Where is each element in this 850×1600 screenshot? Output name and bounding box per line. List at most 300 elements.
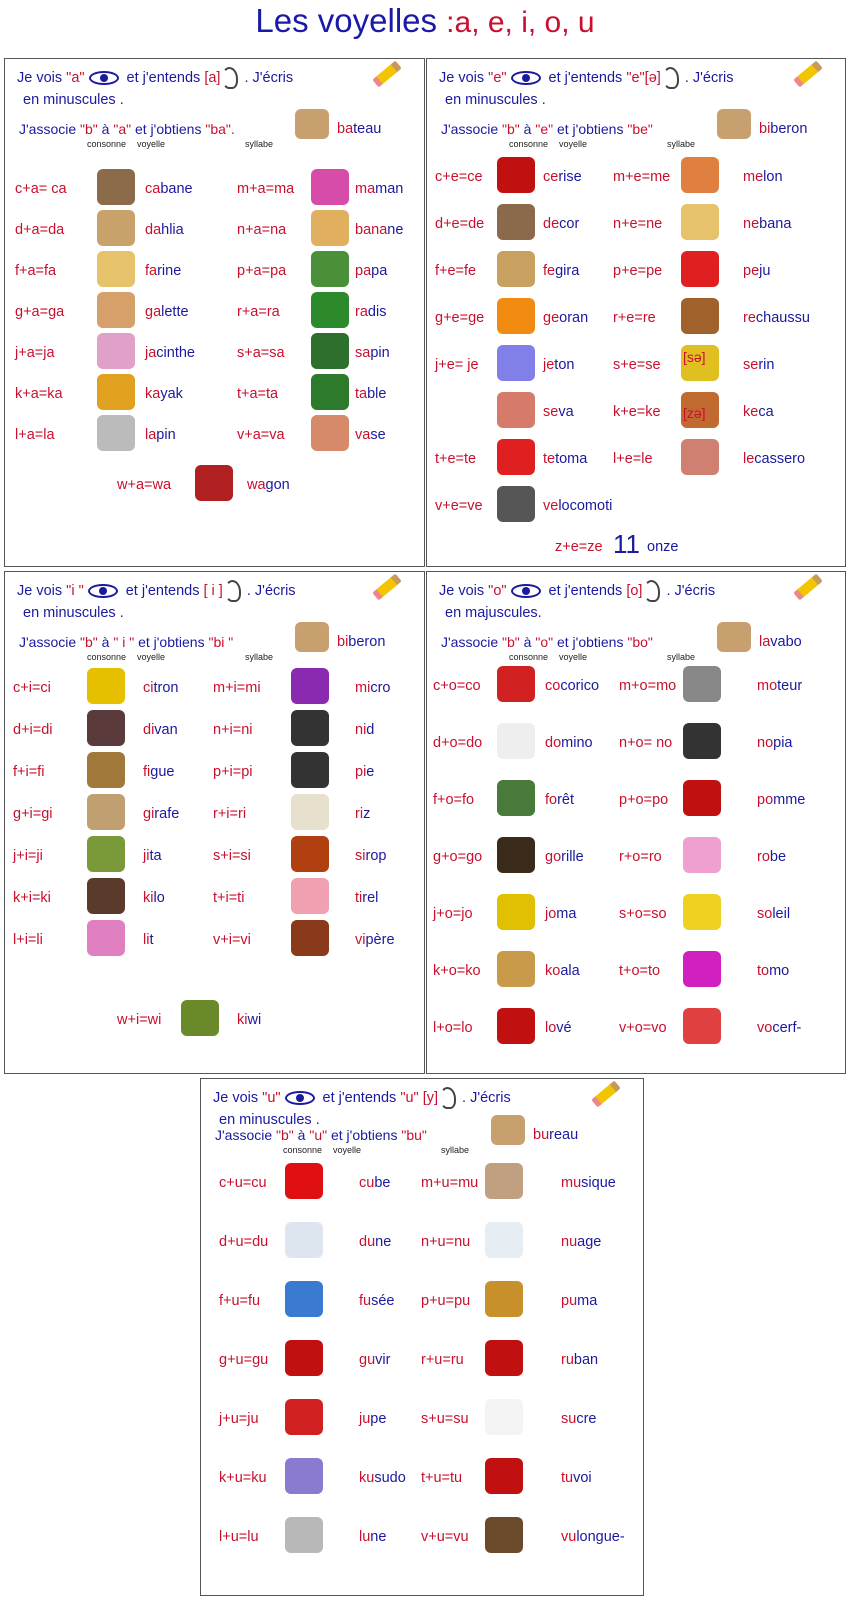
- assoc-vowel: "e": [535, 121, 554, 137]
- syllable-equation: j+a=ja: [15, 345, 55, 361]
- vocabulary-word: [743, 310, 810, 326]
- word-rest: ton: [554, 357, 575, 373]
- syllable-equation: n+i=ni: [213, 722, 253, 738]
- word-syllable: ce: [543, 169, 559, 185]
- word-picture: [285, 1222, 323, 1258]
- word-syllable: ji: [143, 848, 150, 864]
- syllable-equation: p+a=pa: [237, 263, 287, 279]
- assoc-word: [533, 1127, 578, 1143]
- word-syllable: di: [143, 722, 155, 738]
- eye-icon: [88, 584, 118, 598]
- word-picture: [497, 837, 535, 873]
- intro-vowel: "e": [488, 70, 507, 86]
- word-syllable: sa: [355, 345, 371, 361]
- intro-line-2: en minuscules .: [445, 92, 546, 109]
- eye-icon: [511, 584, 541, 598]
- vocabulary-word: onze: [647, 539, 679, 555]
- word-picture: [497, 723, 535, 759]
- syllable-equation: c+a= ca: [15, 181, 67, 197]
- word-syllable: la: [145, 427, 157, 443]
- intro-sound: "u" [y]: [400, 1090, 439, 1106]
- word-picture: [485, 1163, 523, 1199]
- word-picture: [497, 894, 535, 930]
- vocabulary-word: [145, 386, 183, 402]
- syllable-equation: k+i=ki: [13, 890, 51, 906]
- word-rest: se: [370, 427, 386, 443]
- word-picture: [681, 157, 719, 193]
- word-picture: [87, 668, 125, 704]
- word-syllable: fo: [545, 792, 558, 808]
- intro-see: Je vois: [439, 583, 489, 599]
- word-rest: yak: [160, 386, 183, 402]
- word-rest: pin: [370, 345, 390, 361]
- word-picture: [681, 439, 719, 475]
- word-syllable: ki: [237, 1012, 248, 1028]
- word-picture: [683, 723, 721, 759]
- word-syllable: ka: [145, 386, 161, 402]
- word-syllable: ko: [545, 963, 561, 979]
- word-syllable: gu: [359, 1352, 376, 1368]
- vocabulary-word: [145, 181, 193, 197]
- syllable-equation: m+a=ma: [237, 181, 295, 197]
- assoc-word-blue: beron: [770, 121, 808, 137]
- syllable-equation: j+u=ju: [219, 1411, 259, 1427]
- word-syllable: fu: [359, 1293, 372, 1309]
- syllable-equation: m+e=me: [613, 169, 671, 185]
- word-rest: rop: [365, 848, 387, 864]
- vocabulary-word: [143, 764, 174, 780]
- word-syllable: ri: [355, 806, 364, 822]
- word-rest: leil: [772, 906, 791, 922]
- word-syllable: ke: [743, 404, 759, 420]
- label-syllabe: syllabe: [441, 1145, 470, 1155]
- assoc-word-red: ba: [337, 121, 354, 137]
- word-picture: [497, 251, 535, 287]
- assoc-text: et j'obtiens: [553, 634, 628, 650]
- assoc-syllable: "bu": [401, 1127, 427, 1143]
- intro-write: . J'écris: [240, 70, 294, 86]
- intro-write: . J'écris: [458, 1090, 511, 1106]
- intro-vowel: "a": [66, 70, 85, 86]
- word-picture: [485, 1517, 523, 1553]
- word-rest: d: [366, 722, 375, 738]
- syllable-equation: r+o=ro: [619, 849, 662, 865]
- syllable-equation: j+e= je: [435, 357, 479, 373]
- word-syllable: fa: [145, 263, 158, 279]
- vocabulary-word: [145, 222, 184, 238]
- word-rest: rin: [758, 357, 775, 373]
- word-syllable: tu: [561, 1470, 574, 1486]
- word-syllable: bana: [355, 222, 388, 238]
- syllable-equation: s+i=si: [213, 848, 251, 864]
- word-picture: [311, 374, 349, 410]
- word-syllable: mi: [355, 680, 371, 696]
- vocabulary-word: [145, 427, 176, 443]
- assoc-consonant: "b": [502, 634, 520, 650]
- vocabulary-word: [757, 963, 789, 979]
- intro-hear: et j'entends: [318, 1090, 401, 1106]
- word-rest: ne: [370, 1529, 387, 1545]
- syllable-equation: c+u=cu: [219, 1175, 267, 1191]
- word-rest: ban: [573, 1352, 599, 1368]
- word-syllable: ci: [143, 680, 154, 696]
- syllable-equation: v+u=vu: [421, 1529, 469, 1545]
- syllable-equation: k+e=ke: [613, 404, 661, 420]
- syllable-equation: m+i=mi: [213, 680, 261, 696]
- word-syllable: vo: [757, 1020, 773, 1036]
- assoc-vowel: "a": [113, 121, 132, 137]
- word-rest: ta: [149, 848, 162, 864]
- syllable-equation: t+a=ta: [237, 386, 279, 402]
- word-syllable: go: [545, 849, 562, 865]
- assoc-text: J'associe: [441, 121, 503, 137]
- assoc-picture: [717, 622, 751, 652]
- assoc-syllable: "bi ": [208, 634, 234, 650]
- assoc-picture: [717, 109, 751, 139]
- word-picture: [497, 486, 535, 522]
- assoc-text: à: [519, 634, 536, 650]
- eye-icon: [89, 71, 119, 85]
- assoc-text: J'associe: [19, 634, 81, 650]
- vocabulary-word: [143, 680, 178, 696]
- syllable-equation: t+o=to: [619, 963, 661, 979]
- vocabulary-word: [359, 1352, 390, 1368]
- word-rest: rise: [558, 169, 582, 185]
- syllable-equation: r+a=ra: [237, 304, 280, 320]
- syllable-equation: j+i=ji: [13, 848, 43, 864]
- vocabulary-word: [743, 451, 805, 467]
- word-syllable: lo: [545, 1020, 557, 1036]
- intro-text: [17, 580, 387, 624]
- word-rest: wi: [247, 1012, 262, 1028]
- assoc-consonant: "b": [276, 1127, 294, 1143]
- vocabulary-word: [561, 1293, 597, 1309]
- word-syllable: je: [543, 357, 555, 373]
- word-picture: [291, 920, 329, 956]
- assoc-word: [337, 634, 385, 650]
- word-rest: t: [149, 932, 154, 948]
- word-rest: z: [363, 806, 371, 822]
- word-syllable: vu: [561, 1529, 577, 1545]
- intro-see: Je vois: [17, 583, 67, 599]
- vocabulary-word: [743, 216, 791, 232]
- assoc-word-red: bi: [759, 121, 771, 137]
- syllable-equation: l+o=lo: [433, 1020, 473, 1036]
- word-rest: lo: [153, 890, 165, 906]
- word-picture: [681, 251, 719, 287]
- assoc-word-red: bi: [337, 634, 349, 650]
- assoc-syllable: "bo": [627, 634, 653, 650]
- word-rest: chaussu: [755, 310, 810, 326]
- pencil-icon: [591, 1081, 620, 1108]
- label-consonne: consonne: [283, 1145, 323, 1155]
- vocabulary-word: [355, 263, 387, 279]
- intro-line-2: en minuscules .: [23, 92, 124, 109]
- vocabulary-word: [247, 477, 290, 493]
- vocabulary-word: [543, 451, 587, 467]
- syllable-equation: w+i=wi: [117, 1012, 162, 1028]
- label-voyelle: voyelle: [559, 652, 588, 662]
- word-rest: mino: [561, 735, 593, 751]
- intro-hear: et j'entends: [544, 70, 627, 86]
- word-rest: rine: [157, 263, 182, 279]
- assoc-text: et j'obtiens: [327, 1127, 402, 1143]
- word-rest: rêt: [557, 792, 575, 808]
- syllable-equation: n+e=ne: [613, 216, 663, 232]
- syllable-equation: l+a=la: [15, 427, 55, 443]
- vocabulary-word: [355, 222, 403, 238]
- syllable-equation: c+o=co: [433, 678, 481, 694]
- syllable-equation: f+i=fi: [13, 764, 45, 780]
- word-syllable: nu: [561, 1234, 578, 1250]
- syllable-equation: v+a=va: [237, 427, 285, 443]
- word-syllable: de: [543, 216, 560, 232]
- word-picture: [311, 169, 349, 205]
- syllable-equation: f+e=fe: [435, 263, 477, 279]
- word-syllable: me: [743, 169, 764, 185]
- vocabulary-word: [543, 263, 579, 279]
- vocabulary-word: [543, 498, 612, 514]
- vocabulary-word: [237, 1012, 261, 1028]
- vocabulary-word: [757, 678, 802, 694]
- word-picture: [97, 292, 135, 328]
- word-picture: [311, 333, 349, 369]
- syllable-equation: d+o=do: [433, 735, 483, 751]
- syllable-equation: l+i=li: [13, 932, 43, 948]
- association-line: [441, 121, 653, 137]
- assoc-word: [337, 121, 381, 137]
- word-rest: pa: [371, 263, 388, 279]
- word-syllable: du: [359, 1234, 376, 1250]
- syllable-equation: r+e=re: [613, 310, 656, 326]
- word-picture: [87, 920, 125, 956]
- word-picture: [291, 668, 329, 704]
- vocabulary-word: [543, 216, 579, 232]
- panel-o: [426, 571, 846, 1074]
- assoc-text: à: [519, 121, 536, 137]
- word-syllable: ne: [743, 216, 760, 232]
- word-syllable: jo: [545, 906, 557, 922]
- number-eleven: 11: [613, 529, 640, 559]
- word-syllable: ru: [561, 1352, 574, 1368]
- vocabulary-word: [355, 386, 386, 402]
- association-line: [441, 634, 653, 650]
- intro-line-1: [17, 67, 387, 89]
- word-picture: [311, 292, 349, 328]
- word-syllable: ta: [355, 386, 368, 402]
- word-rest: hlia: [161, 222, 184, 238]
- word-rest: mme: [773, 792, 806, 808]
- word-picture: [285, 1399, 323, 1435]
- assoc-text: J'associe: [441, 634, 503, 650]
- assoc-word-blue: reau: [549, 1127, 579, 1143]
- word-picture: [683, 894, 721, 930]
- word-syllable: ro: [757, 849, 770, 865]
- word-picture: [485, 1340, 523, 1376]
- word-picture: [181, 1000, 219, 1036]
- intro-vowel: "i ": [66, 583, 84, 599]
- word-syllable: ku: [359, 1470, 375, 1486]
- vocabulary-word: [143, 806, 179, 822]
- syllable-equation: g+e=ge: [435, 310, 485, 326]
- word-syllable: fe: [543, 263, 556, 279]
- word-rest: tron: [153, 680, 179, 696]
- intro-line-1: [439, 67, 809, 89]
- intro-vowel: "u": [262, 1090, 281, 1106]
- word-rest: cassero: [754, 451, 806, 467]
- word-picture: [497, 157, 535, 193]
- assoc-word-red: la: [759, 634, 771, 650]
- vocabulary-word: [359, 1529, 386, 1545]
- intro-sound: [ i ]: [203, 583, 223, 599]
- vocabulary-word: [743, 263, 770, 279]
- vocabulary-word: [143, 848, 162, 864]
- intro-hear: et j'entends: [122, 70, 205, 86]
- ear-icon: [440, 1087, 456, 1109]
- assoc-picture: [491, 1115, 525, 1145]
- word-picture: [683, 951, 721, 987]
- word-syllable: ki: [143, 890, 154, 906]
- word-picture: [497, 780, 535, 816]
- word-rest: ala: [560, 963, 580, 979]
- word-rest: vé: [556, 1020, 572, 1036]
- word-syllable: te: [543, 451, 556, 467]
- label-voyelle: voyelle: [333, 1145, 362, 1155]
- intro-line-1: [17, 580, 387, 602]
- word-picture: [285, 1281, 323, 1317]
- word-rest: sée: [371, 1293, 395, 1309]
- assoc-text: à: [97, 121, 114, 137]
- syllable-equation: w+a=wa: [117, 477, 172, 493]
- panel-u: [200, 1078, 644, 1596]
- vocabulary-word: [355, 680, 390, 696]
- syllable-equation: k+o=ko: [433, 963, 481, 979]
- panel-i: [4, 571, 425, 1074]
- vocabulary-word: [359, 1411, 386, 1427]
- vocabulary-word: [561, 1352, 598, 1368]
- intro-line-1: [213, 1087, 583, 1109]
- intro-see: Je vois: [213, 1090, 263, 1106]
- assoc-vowel: " i ": [113, 634, 135, 650]
- label-syllabe: syllabe: [667, 652, 696, 662]
- word-rest: ju: [759, 263, 771, 279]
- intro-text: [439, 580, 809, 624]
- word-picture: [497, 298, 535, 334]
- intro-sound: [a]: [204, 70, 221, 86]
- word-rest: ma: [577, 1293, 598, 1309]
- word-rest: vir: [375, 1352, 391, 1368]
- word-rest: rafe: [154, 806, 180, 822]
- word-syllable: ca: [145, 181, 161, 197]
- syllable-equation: n+u=nu: [421, 1234, 471, 1250]
- word-picture: [497, 392, 535, 428]
- word-syllable: fi: [143, 764, 151, 780]
- word-rest: toma: [555, 451, 588, 467]
- word-syllable: pu: [561, 1293, 578, 1309]
- word-rest: age: [577, 1234, 602, 1250]
- word-picture: [291, 836, 329, 872]
- word-picture: [97, 210, 135, 246]
- word-syllable: so: [757, 906, 773, 922]
- syllable-equation: v+e=ve: [435, 498, 483, 514]
- vocabulary-word: [543, 169, 582, 185]
- vocabulary-word: [545, 735, 593, 751]
- word-rest: dis: [367, 304, 387, 320]
- word-syllable: si: [355, 848, 366, 864]
- vocabulary-word: [355, 806, 370, 822]
- assoc-consonant: "b": [502, 121, 520, 137]
- eye-icon: [511, 71, 541, 85]
- syllable-equation: t+e=te: [435, 451, 477, 467]
- word-rest: be: [769, 849, 787, 865]
- assoc-syllable: "be": [627, 121, 653, 137]
- vocabulary-word: [545, 1020, 572, 1036]
- word-rest: bane: [160, 181, 193, 197]
- syllable-equation: p+u=pu: [421, 1293, 471, 1309]
- word-rest: longue-: [576, 1529, 625, 1545]
- syllable-equation: c+e=ce: [435, 169, 483, 185]
- word-picture: [683, 837, 721, 873]
- syllable-equation: g+a=ga: [15, 304, 65, 320]
- assoc-vowel: "o": [535, 634, 554, 650]
- word-syllable: lu: [359, 1529, 371, 1545]
- assoc-word-red: bu: [533, 1127, 550, 1143]
- syllable-equation: g+o=go: [433, 849, 483, 865]
- vocabulary-word: [757, 1020, 801, 1036]
- syllable-equation: l+e=le: [613, 451, 653, 467]
- vocabulary-word: [757, 849, 786, 865]
- word-rest: cre: [576, 1411, 597, 1427]
- syllable-equation: c+i=ci: [13, 680, 51, 696]
- word-rest: lette: [161, 304, 189, 320]
- word-rest: man: [375, 181, 404, 197]
- vocabulary-word: [757, 735, 793, 751]
- vocabulary-word: [743, 404, 774, 420]
- word-syllable: to: [757, 963, 770, 979]
- syllable-equation: j+o=jo: [433, 906, 473, 922]
- word-picture: [285, 1458, 323, 1494]
- word-picture: [97, 374, 135, 410]
- intro-write: . J'écris: [680, 70, 734, 86]
- word-rest: pe: [370, 1411, 387, 1427]
- word-syllable: ni: [355, 722, 367, 738]
- assoc-word-blue: teau: [353, 121, 382, 137]
- word-rest: e: [366, 764, 375, 780]
- vocabulary-word: [545, 792, 574, 808]
- word-syllable: mo: [757, 678, 778, 694]
- word-picture: [195, 465, 233, 501]
- vocabulary-word: [545, 849, 584, 865]
- vocabulary-word: [355, 722, 374, 738]
- word-rest: ca: [758, 404, 774, 420]
- assoc-word: [759, 121, 807, 137]
- label-consonne: consonne: [87, 652, 127, 662]
- word-rest: ne: [375, 1234, 392, 1250]
- word-picture: [683, 1008, 721, 1044]
- intro-hear: et j'entends: [121, 583, 204, 599]
- word-rest: lon: [763, 169, 783, 185]
- syllable-equation: l+u=lu: [219, 1529, 259, 1545]
- word-rest: sudo: [374, 1470, 406, 1486]
- intro-sound: [o]: [626, 583, 643, 599]
- word-picture: [291, 878, 329, 914]
- ear-icon: [222, 67, 238, 89]
- word-syllable: li: [143, 932, 150, 948]
- word-syllable: mu: [561, 1175, 582, 1191]
- word-picture: [311, 210, 349, 246]
- vocabulary-word: [545, 678, 599, 694]
- eye-icon: [285, 1091, 315, 1105]
